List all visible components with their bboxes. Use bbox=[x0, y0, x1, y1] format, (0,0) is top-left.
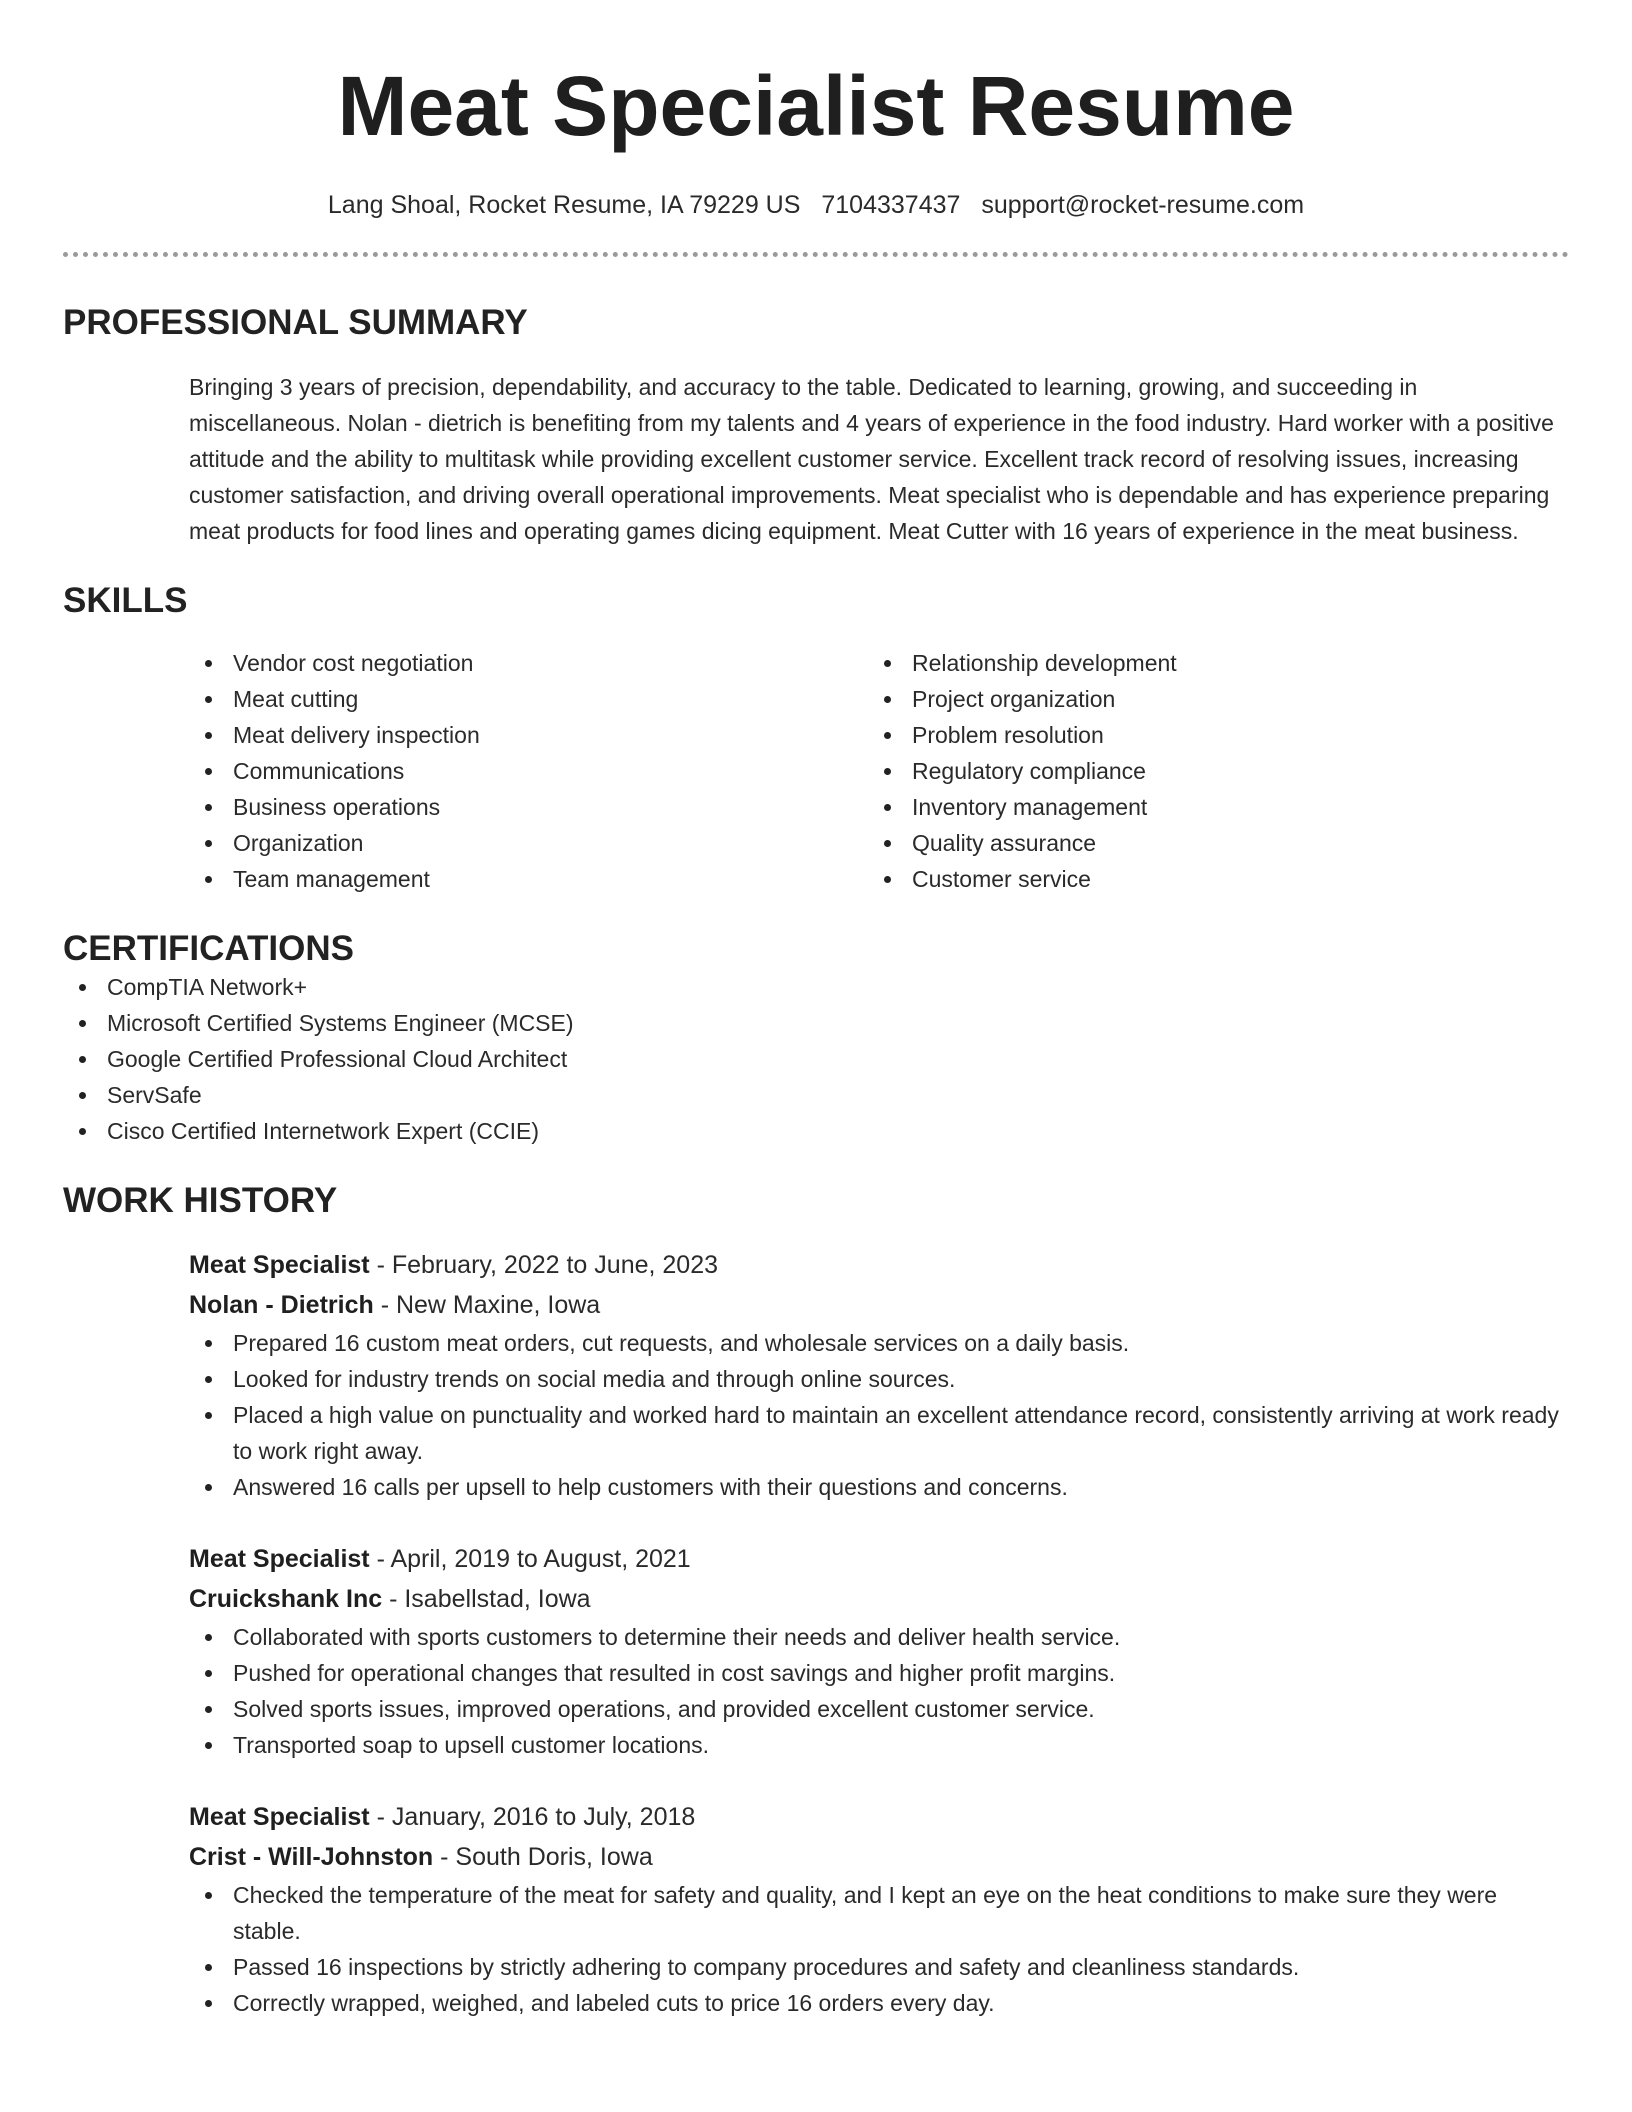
job-location: - Isabellstad, Iowa bbox=[382, 1585, 591, 1613]
skill-item: Team management bbox=[189, 861, 868, 897]
job-bullets bbox=[189, 1619, 1569, 1763]
skills-list-left bbox=[189, 645, 868, 897]
skills-section bbox=[63, 581, 1569, 897]
job-company-line bbox=[189, 1285, 1569, 1325]
skill-item: Project organization bbox=[868, 681, 1547, 717]
job-role: Meat Specialist bbox=[189, 1251, 370, 1279]
job-bullets bbox=[189, 1325, 1569, 1505]
section-title-skills: SKILLS bbox=[63, 581, 188, 620]
skill-item: Customer service bbox=[868, 861, 1547, 897]
certification-item: ServSafe bbox=[63, 1077, 1569, 1113]
job-bullet: Collaborated with sports customers to determine their needs and deliver health service. bbox=[189, 1619, 1569, 1655]
job-location: - New Maxine, Iowa bbox=[373, 1291, 601, 1319]
job-company: Crist - Will-Johnston bbox=[189, 1843, 434, 1871]
job-role: Meat Specialist bbox=[189, 1803, 370, 1831]
job-bullet: Placed a high value on punctuality and worked hard to maintain an excellent attendance record, consistently arriving at work ready to work right away. bbox=[189, 1397, 1569, 1469]
skill-item: Meat cutting bbox=[189, 681, 868, 717]
job-title-line bbox=[189, 1539, 1569, 1579]
summary-text: Bringing 3 years of precision, dependability, and accuracy to the table. Dedicated to learning, growing, and succeeding in miscellaneous. Nolan - dietrich is benefiting from my talents and 4 years of experience in the food industry. Hard worker with a positive attitude and the ability to multitask while providing excellent customer service. Excellent track record of resolving issues, increasing customer satisfaction, and driving overall operational improvements. Meat specialist who is dependable and has experience preparing meat products for food lines and operating games dicing equipment. Meat Cutter with 16 years of experience in the meat business. bbox=[189, 374, 1554, 544]
contact-line bbox=[63, 190, 1569, 220]
skills-list-right bbox=[868, 645, 1547, 897]
job-bullet: Answered 16 calls per upsell to help customers with their questions and concerns. bbox=[189, 1469, 1569, 1505]
job-bullets bbox=[189, 1877, 1569, 2021]
job-bullet: Solved sports issues, improved operations, and provided excellent customer service. bbox=[189, 1691, 1569, 1727]
job-bullet: Passed 16 inspections by strictly adhering to company procedures and safety and cleanliness standards. bbox=[189, 1949, 1569, 1985]
skill-item: Regulatory compliance bbox=[868, 753, 1547, 789]
job-dates: - April, 2019 to August, 2021 bbox=[369, 1545, 691, 1573]
job-dates: - January, 2016 to July, 2018 bbox=[369, 1803, 696, 1831]
section-title-summary: PROFESSIONAL SUMMARY bbox=[63, 303, 528, 342]
contact-email: support@rocket-resume.com bbox=[981, 191, 1305, 219]
job-bullet: Checked the temperature of the meat for safety and quality, and I kept an eye on the heat conditions to make sure they were stable. bbox=[189, 1877, 1569, 1949]
certification-item: Microsoft Certified Systems Engineer (MCSE) bbox=[63, 1005, 1569, 1041]
section-title-certifications: CERTIFICATIONS bbox=[63, 929, 355, 968]
skill-item: Communications bbox=[189, 753, 868, 789]
skill-item: Organization bbox=[189, 825, 868, 861]
skill-item: Meat delivery inspection bbox=[189, 717, 868, 753]
header-divider bbox=[63, 252, 1569, 257]
resume-title: Meat Specialist Resume bbox=[337, 59, 1295, 153]
work-history-section bbox=[63, 1181, 1569, 2021]
contact-phone: 7104337437 bbox=[821, 191, 961, 219]
job-title-line bbox=[189, 1797, 1569, 1837]
job-bullet: Transported soap to upsell customer locations. bbox=[189, 1727, 1569, 1763]
job-entry bbox=[63, 1245, 1569, 1505]
skill-item: Quality assurance bbox=[868, 825, 1547, 861]
certification-item: Cisco Certified Internetwork Expert (CCIE) bbox=[63, 1113, 1569, 1149]
skill-item: Business operations bbox=[189, 789, 868, 825]
contact-address: Lang Shoal, Rocket Resume, IA 79229 US bbox=[327, 191, 801, 219]
certification-item: Google Certified Professional Cloud Architect bbox=[63, 1041, 1569, 1077]
skills-grid bbox=[63, 645, 1569, 897]
job-bullet: Correctly wrapped, weighed, and labeled cuts to price 16 orders every day. bbox=[189, 1985, 1569, 2021]
certifications-section bbox=[63, 929, 1569, 1149]
certification-item: CompTIA Network+ bbox=[63, 969, 1569, 1005]
job-role: Meat Specialist bbox=[189, 1545, 370, 1573]
professional-summary-section bbox=[63, 303, 1569, 549]
skill-item: Inventory management bbox=[868, 789, 1547, 825]
job-company-line bbox=[189, 1579, 1569, 1619]
job-company: Cruickshank Inc bbox=[189, 1585, 383, 1613]
job-bullet: Prepared 16 custom meat orders, cut requests, and wholesale services on a daily basis. bbox=[189, 1325, 1569, 1361]
job-bullet: Looked for industry trends on social media and through online sources. bbox=[189, 1361, 1569, 1397]
skill-item: Vendor cost negotiation bbox=[189, 645, 868, 681]
skill-item: Problem resolution bbox=[868, 717, 1547, 753]
section-title-work-history: WORK HISTORY bbox=[63, 1181, 338, 1220]
job-company: Nolan - Dietrich bbox=[189, 1291, 374, 1319]
job-dates: - February, 2022 to June, 2023 bbox=[369, 1251, 719, 1279]
certifications-list bbox=[63, 969, 1569, 1149]
job-bullet: Pushed for operational changes that resulted in cost savings and higher profit margins. bbox=[189, 1655, 1569, 1691]
job-entry bbox=[63, 1797, 1569, 2021]
skill-item: Relationship development bbox=[868, 645, 1547, 681]
resume-header bbox=[63, 0, 1569, 257]
job-company-line bbox=[189, 1837, 1569, 1877]
job-entry bbox=[63, 1539, 1569, 1763]
job-location: - South Doris, Iowa bbox=[433, 1843, 653, 1871]
job-title-line bbox=[189, 1245, 1569, 1285]
